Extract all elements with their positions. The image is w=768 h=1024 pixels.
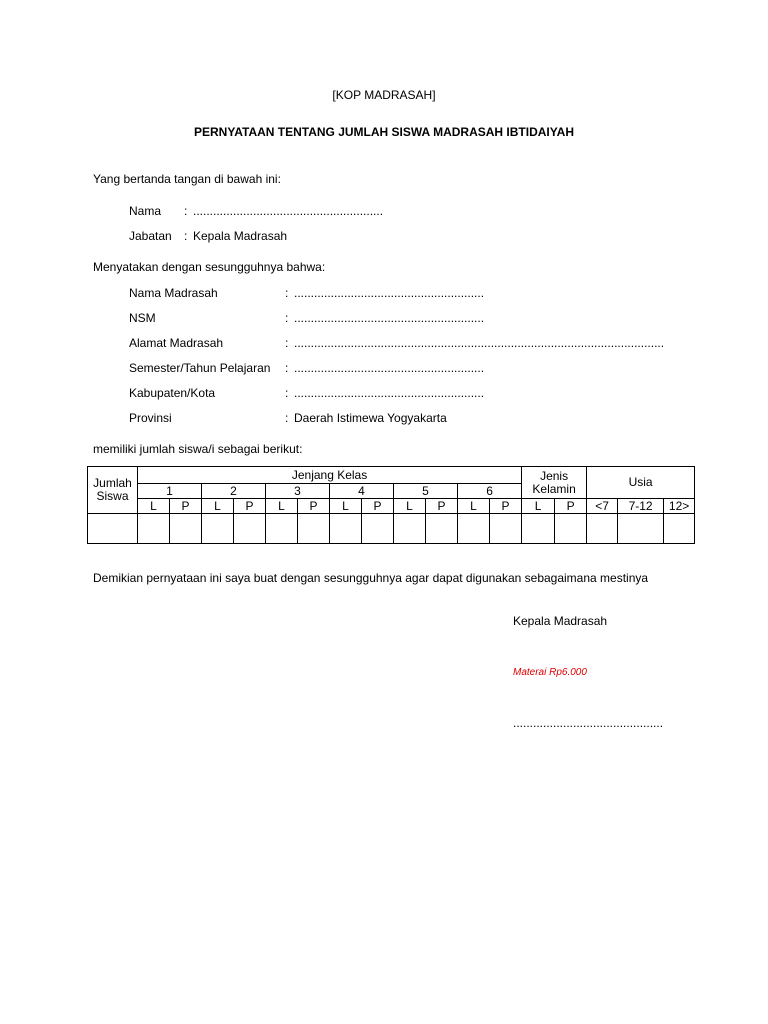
jenjang-kelas-header: Jenjang Kelas (138, 467, 522, 484)
signer-value: Kepala Madrasah (193, 229, 288, 243)
table-intro-text: memiliki jumlah siswa/i sebagai berikut: (93, 442, 303, 456)
intro-text: Yang bertanda tangan di bawah ini: (93, 172, 281, 186)
field-label: NSM (129, 311, 156, 325)
table-cell[interactable] (426, 514, 458, 544)
jenis-kelamin-header: Jenis Kelamin (522, 467, 587, 499)
table-cell[interactable] (394, 514, 426, 544)
document-title: PERNYATAAN TENTANG JUMLAH SISWA MADRASAH IBTIDAIYAH (193, 125, 574, 139)
table-cell[interactable] (202, 514, 234, 544)
gender-l-header: L (394, 499, 426, 514)
field-label: Semester/Tahun Pelajaran (129, 361, 271, 375)
gender-p-header: P (426, 499, 458, 514)
gender-p-header: P (170, 499, 202, 514)
table-cell[interactable] (298, 514, 330, 544)
gender-p-header: P (490, 499, 522, 514)
table-cell[interactable] (234, 514, 266, 544)
gender-p-header: P (298, 499, 330, 514)
usia-header: Usia (587, 467, 695, 499)
field-label: Nama Madrasah (129, 286, 218, 300)
table-cell[interactable] (618, 514, 664, 544)
gender-l-header: L (458, 499, 490, 514)
gender-l-header: L (202, 499, 234, 514)
signature-role: Kepala Madrasah (513, 614, 608, 628)
field-label: Provinsi (129, 411, 172, 425)
table-cell[interactable] (138, 514, 170, 544)
table-cell[interactable] (266, 514, 298, 544)
field-value: ......................................................... (294, 386, 485, 400)
table-cell[interactable] (458, 514, 490, 544)
grade-header: 4 (330, 484, 394, 499)
field-label: Alamat Madrasah (129, 336, 224, 350)
field-label: Kabupaten/Kota (129, 386, 216, 400)
table-cell[interactable] (555, 514, 587, 544)
table-cell[interactable] (587, 514, 618, 544)
table-cell[interactable] (522, 514, 555, 544)
colon: : (285, 336, 289, 350)
signer-label: Nama (129, 204, 162, 218)
field-value: ......................................................... (294, 311, 485, 325)
colon: : (285, 361, 289, 375)
signer-value: ......................................................... (193, 204, 384, 218)
gender-p-header: P (555, 499, 587, 514)
table-cell[interactable] (664, 514, 695, 544)
gender-l-header: L (138, 499, 170, 514)
grade-header: 2 (202, 484, 266, 499)
closing-text: Demikian pernyataan ini saya buat dengan sesungguhnya agar dapat digunakan sebagaimana mestinya (93, 571, 649, 585)
signature-line: ............................................. (513, 716, 664, 730)
field-value: ............................................................................................................... (294, 336, 665, 350)
grade-header: 6 (458, 484, 522, 499)
gender-l-header: L (522, 499, 555, 514)
table-cell[interactable] (362, 514, 394, 544)
jumlah-siswa-header: Jumlah Siswa (88, 467, 138, 514)
declaration-text: Menyatakan dengan sesungguhnya bahwa: (93, 260, 326, 274)
gender-l-header: L (330, 499, 362, 514)
field-value: ......................................................... (294, 286, 485, 300)
gender-p-header: P (234, 499, 266, 514)
colon: : (285, 386, 289, 400)
field-value: ......................................................... (294, 361, 485, 375)
colon: : (184, 229, 188, 243)
grade-header: 3 (266, 484, 330, 499)
age-group-header: 7-12 (618, 499, 664, 514)
gender-l-header: L (266, 499, 298, 514)
materai-stamp-note: Materai Rp6.000 (513, 667, 587, 678)
age-group-header: 12> (664, 499, 695, 514)
colon: : (184, 204, 188, 218)
grade-header: 1 (138, 484, 202, 499)
table-cell[interactable] (170, 514, 202, 544)
kop-madrasah: [KOP MADRASAH] (332, 88, 436, 102)
table-cell[interactable] (490, 514, 522, 544)
grade-header: 5 (394, 484, 458, 499)
colon: : (285, 286, 289, 300)
colon: : (285, 311, 289, 325)
field-value: Daerah Istimewa Yogyakarta (294, 411, 447, 425)
colon: : (285, 411, 289, 425)
age-group-header: <7 (587, 499, 618, 514)
table-row (88, 514, 695, 544)
student-count-table (87, 466, 695, 544)
signer-label: Jabatan (129, 229, 172, 243)
table-cell[interactable] (330, 514, 362, 544)
gender-p-header: P (362, 499, 394, 514)
table-cell[interactable] (88, 514, 138, 544)
